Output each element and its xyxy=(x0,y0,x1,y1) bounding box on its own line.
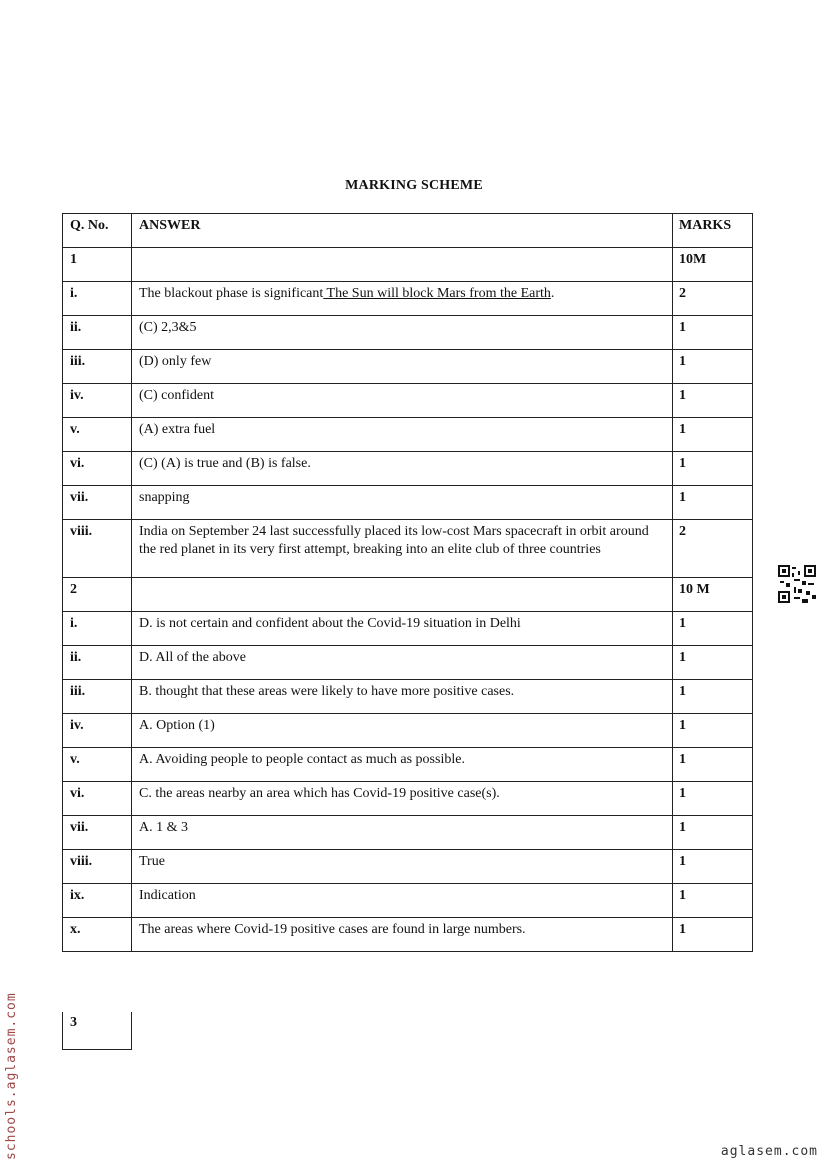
answer-cell: D. All of the above xyxy=(132,646,673,680)
question-number-cell: vi. xyxy=(63,452,132,486)
marks-cell: 1 xyxy=(673,714,753,748)
marks-cell: 2 xyxy=(673,282,753,316)
answer-cell: C. the areas nearby an area which has Covid-19 positive case(s). xyxy=(132,782,673,816)
question-number-cell: ii. xyxy=(63,646,132,680)
header-answer: ANSWER xyxy=(132,214,673,248)
marks-cell: 10 M xyxy=(673,578,753,612)
question-number-cell: 2 xyxy=(63,578,132,612)
table-row xyxy=(63,486,753,520)
page-title: MARKING SCHEME xyxy=(345,178,483,193)
question-number-cell: vii. xyxy=(63,486,132,520)
answer-cell: The areas where Covid-19 positive cases are found in large numbers. xyxy=(132,918,673,952)
answer-cell xyxy=(132,248,673,282)
answer-cell: A. 1 & 3 xyxy=(132,816,673,850)
question-number-cell: v. xyxy=(63,748,132,782)
answer-cell: True xyxy=(132,850,673,884)
marks-cell: 1 xyxy=(673,884,753,918)
marks-cell: 1 xyxy=(673,918,753,952)
answer-cell: A. Avoiding people to people contact as much as possible. xyxy=(132,748,673,782)
question-number-cell: v. xyxy=(63,418,132,452)
table-row xyxy=(63,612,753,646)
answer-tail: . xyxy=(550,286,555,301)
question-number-cell: 1 xyxy=(63,248,132,282)
question-3-cell: 3 xyxy=(62,1012,132,1050)
table-row xyxy=(63,884,753,918)
marks-cell: 1 xyxy=(673,816,753,850)
table-row xyxy=(63,714,753,748)
answer-cell: A. Option (1) xyxy=(132,714,673,748)
table-row xyxy=(63,918,753,952)
answer-text: The blackout phase is significant xyxy=(139,286,324,301)
answer-cell xyxy=(132,578,673,612)
table-row xyxy=(63,782,753,816)
table-row xyxy=(63,384,753,418)
watermark-left: schools.aglasem.com xyxy=(4,992,19,1160)
marks-cell: 1 xyxy=(673,612,753,646)
qr-code-icon xyxy=(778,565,816,603)
marking-scheme-table xyxy=(62,213,753,952)
answer-cell: India on September 24 last successfully placed its low-cost Mars spacecraft in orbit around the red planet in its very first attempt, breaking into an elite club of three countries xyxy=(132,520,673,578)
table-row xyxy=(63,578,753,612)
marks-cell: 1 xyxy=(673,350,753,384)
question-number-cell: vi. xyxy=(63,782,132,816)
marks-cell: 2 xyxy=(673,520,753,578)
table-row xyxy=(63,418,753,452)
marks-cell: 1 xyxy=(673,782,753,816)
question-number-cell: iii. xyxy=(63,680,132,714)
header-qno: Q. No. xyxy=(63,214,132,248)
question-number-cell: viii. xyxy=(63,850,132,884)
question-number-cell: iv. xyxy=(63,384,132,418)
question-number-cell: iii. xyxy=(63,350,132,384)
table-row xyxy=(63,350,753,384)
table-header-row xyxy=(63,214,753,248)
table-row xyxy=(63,646,753,680)
question-number-cell: viii. xyxy=(63,520,132,578)
watermark-right: aglasem.com xyxy=(720,1144,818,1159)
question-number-cell: ii. xyxy=(63,316,132,350)
table-row xyxy=(63,316,753,350)
marks-cell: 10M xyxy=(673,248,753,282)
question-number-cell: i. xyxy=(63,612,132,646)
answer-cell: (C) 2,3&5 xyxy=(132,316,673,350)
marks-cell: 1 xyxy=(673,646,753,680)
marks-cell: 1 xyxy=(673,418,753,452)
question-number-cell: ix. xyxy=(63,884,132,918)
question-number-cell: iv. xyxy=(63,714,132,748)
marks-cell: 1 xyxy=(673,680,753,714)
marks-cell: 1 xyxy=(673,748,753,782)
answer-cell: D. is not certain and confident about the Covid-19 situation in Delhi xyxy=(132,612,673,646)
marks-cell: 1 xyxy=(673,316,753,350)
table-row xyxy=(63,282,753,316)
question-number-cell: i. xyxy=(63,282,132,316)
answer-cell: (C) confident xyxy=(132,384,673,418)
table-row xyxy=(63,248,753,282)
answer-cell xyxy=(132,282,673,316)
table-row xyxy=(63,452,753,486)
table-row xyxy=(63,680,753,714)
answer-cell: snapping xyxy=(132,486,673,520)
table-row xyxy=(63,520,753,578)
marks-cell: 1 xyxy=(673,850,753,884)
answer-cell: B. thought that these areas were likely to have more positive cases. xyxy=(132,680,673,714)
question-number-cell: x. xyxy=(63,918,132,952)
answer-cell: Indication xyxy=(132,884,673,918)
marks-cell: 1 xyxy=(673,384,753,418)
answer-underlined-text: The Sun will block Mars from the Earth xyxy=(323,286,551,301)
table-row xyxy=(63,850,753,884)
header-marks: MARKS xyxy=(673,214,753,248)
table-row xyxy=(63,748,753,782)
marks-cell: 1 xyxy=(673,452,753,486)
marks-cell: 1 xyxy=(673,486,753,520)
answer-cell: (A) extra fuel xyxy=(132,418,673,452)
question-number-cell: vii. xyxy=(63,816,132,850)
answer-cell: (C) (A) is true and (B) is false. xyxy=(132,452,673,486)
table-row xyxy=(63,816,753,850)
answer-cell: (D) only few xyxy=(132,350,673,384)
